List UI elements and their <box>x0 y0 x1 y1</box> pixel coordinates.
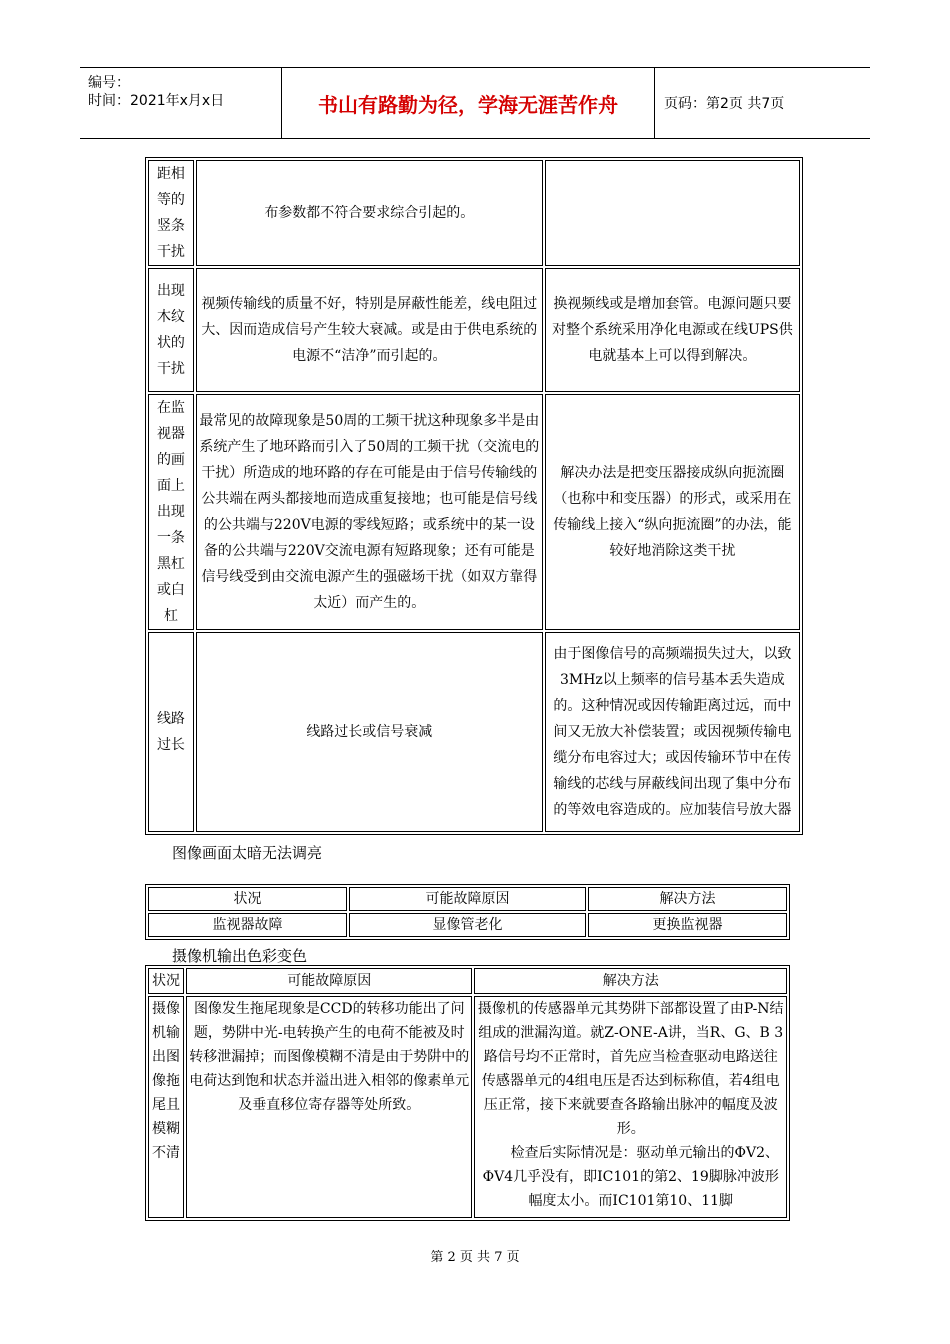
header-cell: 可能故障原因 <box>349 887 586 911</box>
table-header-row <box>148 968 787 994</box>
header-cell: 状况 <box>148 968 184 994</box>
table-row <box>148 913 787 937</box>
solution-cell: 解决办法是把变压器接成纵向扼流圈（也称中和变压器）的形式，或采用在传输线上接入“纵向扼流圈”的办法，能较好地消除这类干扰 <box>545 394 800 630</box>
data-cell: 监视器故障 <box>148 913 347 937</box>
data-cell: 更换监视器 <box>588 913 787 937</box>
table-row <box>148 160 800 266</box>
solution-cell: 由于图像信号的高频端损失过大，以致3MHz以上频率的信号基本丢失造成的。这种情况或因传输距离过远，而中间又无放大补偿装置；或因视频传输电缆分布电容过大；或因传输环节中在传输线的芯线与屏蔽线间出现了集中分布的等效电容造成的。应加装信号放大器 <box>545 632 800 832</box>
table-row <box>148 996 787 1218</box>
fault-table-3 <box>145 965 790 1221</box>
solution-cell <box>474 996 787 1218</box>
page-header <box>80 67 870 139</box>
page-footer: 第 2 页 共 7 页 <box>430 1250 520 1265</box>
caption-dark-image: 图像画面太暗无法调亮 <box>172 844 323 862</box>
symptom-cell: 线路过长 <box>148 632 194 832</box>
solution-cell <box>545 160 800 266</box>
symptom-cell: 摄像机输出图像拖尾且模糊不清 <box>148 996 184 1218</box>
header-cell: 解决方法 <box>588 887 787 911</box>
fault-table-2 <box>145 884 790 940</box>
header-meta <box>80 68 282 138</box>
data-cell: 显像管老化 <box>349 913 586 937</box>
cause-cell: 布参数都不符合要求综合引起的。 <box>196 160 543 266</box>
solution-cell: 换视频线或是增加套管。电源问题只要对整个系统采用净化电源或在线UPS供电就基本上可以得到解决。 <box>545 268 800 392</box>
page-label: 页码：第2页 共7页 <box>664 96 785 112</box>
cause-cell: 最常见的故障现象是50周的工频干扰这种现象多半是由系统产生了地环路而引入了50周的工频干扰（交流电的干扰）所造成的地环路的存在可能是由于信号传输线的公共端在两头都接地而造成重复接地；也可能是信号线的公共端与220V电源的零线短路；或系统中的某一设备的公共端与220V交流电源有短路现象；还有可能是信号线受到由交流电源产生的强磁场干扰（如双方靠得太近）而产生的。 <box>196 394 543 630</box>
number-label: 编号： <box>88 75 130 91</box>
symptom-cell: 在监视器的画面上出现一条黑杠或白杠 <box>148 394 194 630</box>
fault-table-1 <box>145 157 803 835</box>
cause-cell: 图像发生拖尾现象是CCD的转移功能出了问题，势阱中光-电转换产生的电荷不能被及时转移泄漏掉；而图像模糊不清是由于势阱中的电荷达到饱和状态并溢出进入相邻的像素单元及垂直移位寄存器等处所致。 <box>186 996 472 1218</box>
solution-paragraph-2: 检查后实际情况是：驱动单元输出的ΦV2、ΦV4几乎没有，即IC101的第2、19脚脉冲波形幅度太小。而IC101第10、11脚 <box>482 1145 779 1209</box>
table-row <box>148 394 800 630</box>
table-header-row <box>148 887 787 911</box>
table-row <box>148 632 800 832</box>
caption-color-shift: 摄像机输出色彩变色 <box>172 947 308 965</box>
solution-paragraph-1: 摄像机的传感器单元其势阱下部都设置了由P-N结组成的泄漏沟道。就Z-ONE-A讲，当R、G、B 3路信号均不正常时，首先应当检查驱动电路送往传感器单元的4组电压是否达到标称值，若4组电压正常，接下来就要查各路输出脉冲的幅度及波形。 <box>477 1001 784 1137</box>
symptom-cell: 出现木纹状的干扰 <box>148 268 194 392</box>
symptom-cell: 距相等的竖条干扰 <box>148 160 194 266</box>
cause-cell: 视频传输线的质量不好，特别是屏蔽性能差，线电阻过大、因而造成信号产生较大衰减。或是由于供电系统的电源不“洁净”而引起的。 <box>196 268 543 392</box>
header-cell: 可能故障原因 <box>186 968 472 994</box>
time-label: 时间：2021年x月x日 <box>88 93 225 109</box>
header-cell: 解决方法 <box>474 968 787 994</box>
header-cell: 状况 <box>148 887 347 911</box>
cause-cell: 线路过长或信号衰减 <box>196 632 543 832</box>
motto: 书山有路勤为径，学海无涯苦作舟 <box>282 68 655 138</box>
table-row <box>148 268 800 392</box>
